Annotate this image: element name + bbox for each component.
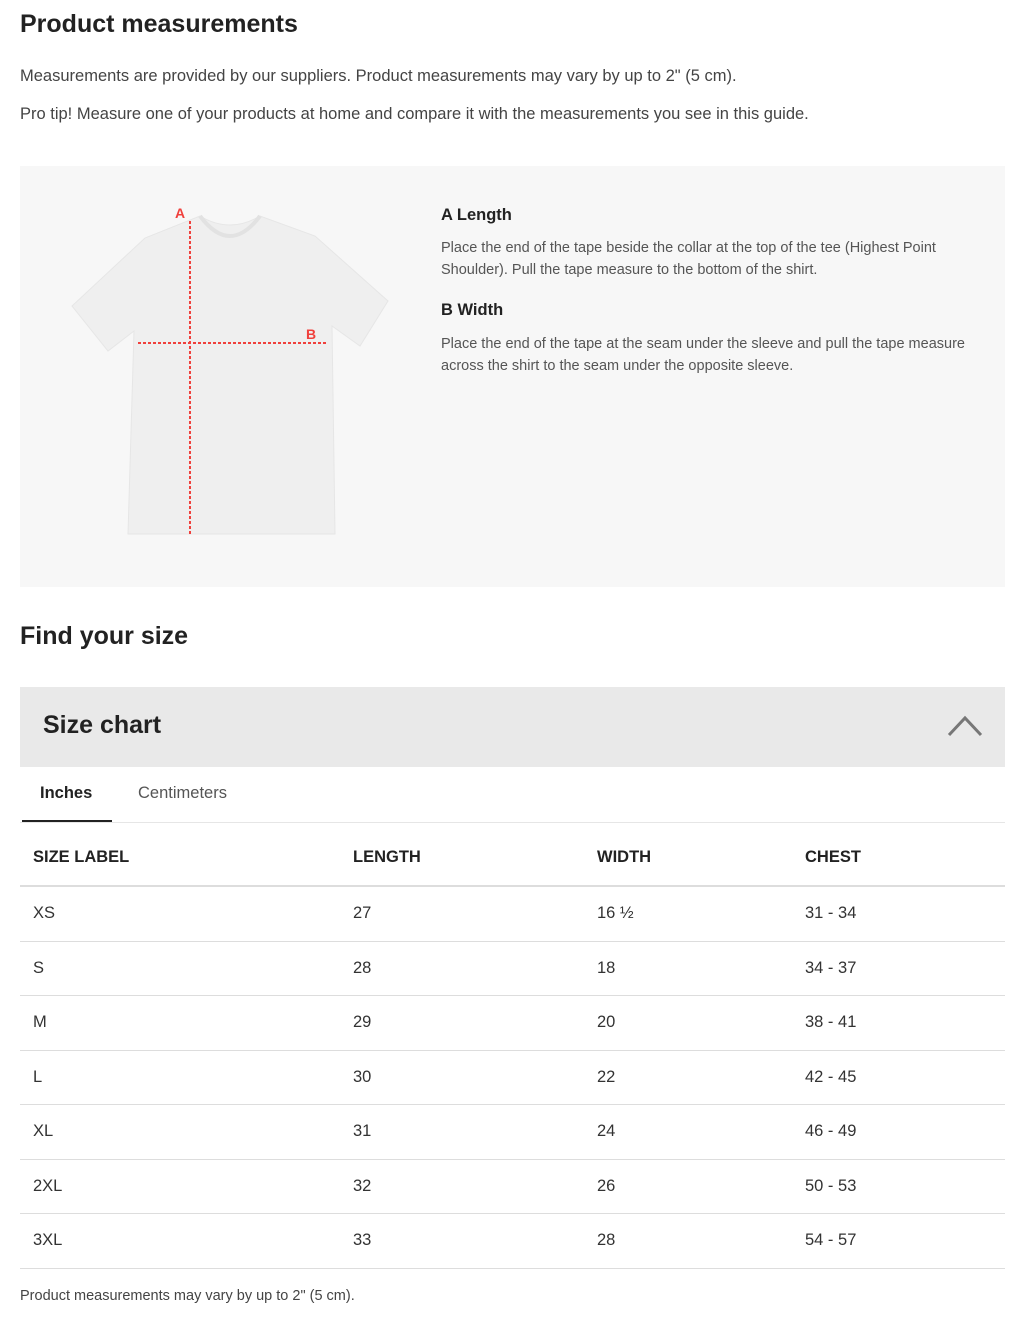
table-cell: 2XL — [20, 1159, 340, 1214]
page-title: Product measurements — [20, 10, 298, 38]
table-cell: 50 - 53 — [792, 1159, 1005, 1214]
table-cell: 38 - 41 — [792, 996, 1005, 1051]
unit-tabs — [20, 768, 1005, 823]
chevron-up-icon[interactable] — [947, 715, 983, 737]
tshirt-diagram — [70, 196, 390, 541]
label-a: A — [175, 205, 186, 221]
table-cell: 33 — [340, 1214, 584, 1269]
table-row — [20, 1050, 1005, 1105]
tab-centimeters[interactable]: Centimeters — [138, 784, 227, 802]
table-cell: M — [20, 996, 340, 1051]
table-row — [20, 996, 1005, 1051]
table-cell: XL — [20, 1105, 340, 1160]
table-cell: 46 - 49 — [792, 1105, 1005, 1160]
length-title: A Length — [441, 206, 512, 224]
width-title: B Width — [441, 301, 504, 319]
table-cell: 27 — [340, 886, 584, 941]
table-cell: S — [20, 941, 340, 996]
table-cell: 20 — [584, 996, 792, 1051]
col-width: WIDTH — [584, 830, 792, 886]
table-cell: 32 — [340, 1159, 584, 1214]
table-cell: 16 ½ — [584, 886, 792, 941]
table-cell: 28 — [340, 941, 584, 996]
active-tab-indicator — [22, 820, 112, 822]
table-cell: 54 - 57 — [792, 1214, 1005, 1269]
pro-tip-text: Pro tip! Measure one of your products at home and compare it with the measurements you see in this guide. — [20, 105, 809, 123]
table-cell: 28 — [584, 1214, 792, 1269]
table-cell: 42 - 45 — [792, 1050, 1005, 1105]
width-desc: Place the end of the tape at the seam under the sleeve and pull the tape measure across the shirt to the seam under the opposite sleeve. — [441, 336, 965, 374]
table-cell: XS — [20, 886, 340, 941]
table-cell: 34 - 37 — [792, 941, 1005, 996]
table-cell: 31 - 34 — [792, 886, 1005, 941]
col-chest: CHEST — [792, 830, 1005, 886]
table-cell: 26 — [584, 1159, 792, 1214]
table-cell: 22 — [584, 1050, 792, 1105]
table-cell: 30 — [340, 1050, 584, 1105]
col-length: LENGTH — [340, 830, 584, 886]
table-row — [20, 1159, 1005, 1214]
col-size: SIZE LABEL — [20, 830, 340, 886]
table-row — [20, 886, 1005, 941]
size-table — [20, 830, 1005, 1269]
find-size-title: Find your size — [20, 622, 189, 650]
table-cell: 24 — [584, 1105, 792, 1160]
size-chart-accordion[interactable] — [20, 687, 1005, 767]
table-row — [20, 1214, 1005, 1269]
table-cell: 31 — [340, 1105, 584, 1160]
footnote: Product measurements may vary by up to 2" (5 cm). — [20, 1288, 355, 1304]
table-cell: 29 — [340, 996, 584, 1051]
label-b: B — [306, 326, 317, 342]
intro-text: Measurements are provided by our suppliers. Product measurements may vary by up to 2" (5 cm). — [20, 67, 737, 85]
table-row — [20, 1105, 1005, 1160]
table-cell: 3XL — [20, 1214, 340, 1269]
table-cell: L — [20, 1050, 340, 1105]
length-desc: Place the end of the tape beside the collar at the top of the tee (Highest Point Shoulder). Pull the tape measure to the bottom of the shirt. — [441, 240, 936, 278]
tab-inches[interactable]: Inches — [40, 784, 93, 802]
measurement-guide — [20, 166, 1005, 587]
table-cell: 18 — [584, 941, 792, 996]
accordion-title: Size chart — [43, 711, 162, 739]
table-row — [20, 941, 1005, 996]
